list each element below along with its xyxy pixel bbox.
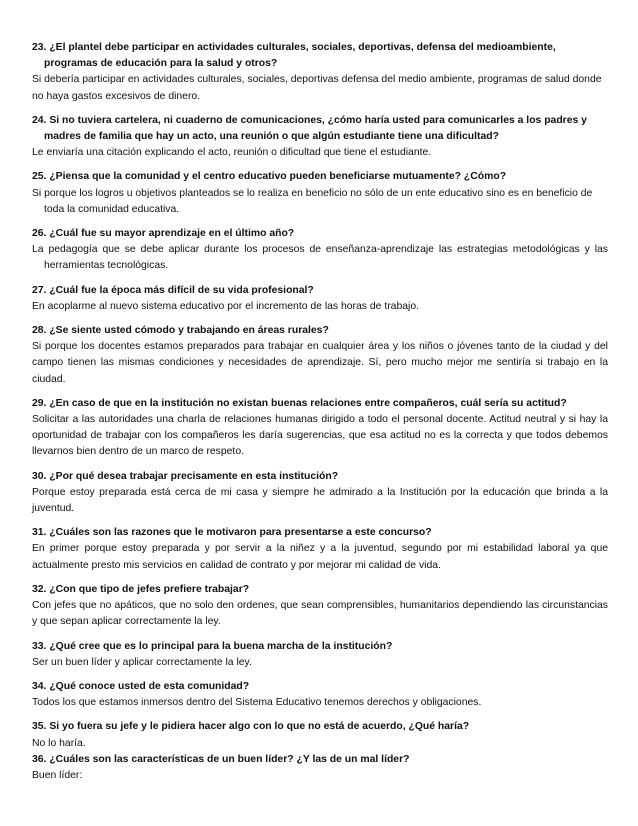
answer-24: Le enviaría una citación explicando el acto, reunión o dificultad que tiene el estudiante.	[32, 147, 432, 159]
answer-31: En primer porque estoy preparada y por servir a la niñez y a la juventud, segundo por mi estabilidad laboral ya que actualmente presto mis servicios en calidad de contrato y por mejorar mi calidad de vida.	[32, 543, 608, 571]
answer-33: Ser un buen líder y aplicar correctamente la ley.	[32, 656, 252, 668]
qa-item-36	[32, 752, 608, 784]
answer-27: En acoplarme al nuevo sistema educativo por el incremento de las horas de trabajo.	[32, 300, 419, 312]
question-30: 30. ¿Por qué desea trabajar precisamente en esta institución?	[32, 470, 339, 482]
question-34: 34. ¿Qué conoce usted de esta comunidad?	[32, 680, 250, 692]
qa-item-34	[32, 679, 608, 711]
qa-item-29	[32, 396, 608, 461]
question-26: 26. ¿Cuál fue su mayor aprendizaje en el último año?	[32, 228, 295, 240]
question-32: 32. ¿Con que tipo de jefes prefiere trabajar?	[32, 583, 250, 595]
answer-32: Con jefes que no apáticos, que no solo den ordenes, que sean comprensibles, humanitarios dependiendo las circunstancias y que sepan aplicar correctamente la ley.	[32, 600, 608, 628]
qa-item-31	[32, 525, 608, 574]
question-29: 29. ¿En caso de que en la institución no existan buenas relaciones entre compañeros, cuál sería su actitud?	[32, 397, 567, 409]
question-27: 27. ¿Cuál fue la época más difícil de su vida profesional?	[32, 284, 314, 296]
question-36: 36. ¿Cuáles son las características de un buen líder? ¿Y las de un mal líder?	[32, 753, 410, 765]
qa-item-28	[32, 323, 608, 388]
question-23: 23. ¿El plantel debe participar en actividades culturales, sociales, deportivas, defensa del medioambiente, programas de educación para la salud y otros?	[32, 42, 556, 70]
qa-item-23	[32, 40, 608, 105]
qa-item-33	[32, 639, 608, 671]
answer-29: Solicitar a las autoridades una charla de relaciones humanas dirigido a todo el personal docente. Actitud neutral y si hay la oportunidad de trabajar con los compañeros les daría sugerencias, que esa actitud no es la correcta y que todos debemos llevarnos bien dentro de un marco de respeto.	[32, 414, 608, 458]
answer-30: Porque estoy preparada está cerca de mi casa y siempre he admirado a la Institución por la educación que brinda a la juventud.	[32, 486, 608, 515]
answer-26: La pedagogía que se debe aplicar durante los procesos de enseñanza-aprendizaje las estrategias metodológicas y las herramientas tecnológicas.	[32, 244, 608, 272]
question-33: 33. ¿Qué cree que es lo principal para la buena marcha de la institución?	[32, 640, 393, 652]
answer-35: No lo haría.	[32, 737, 86, 749]
qa-item-30	[32, 469, 608, 518]
answer-34: Todos los que estamos inmersos dentro del Sistema Educativo tenemos derechos y obligaciones.	[32, 697, 482, 709]
question-31: 31. ¿Cuáles son las razones que le motivaron para presentarse a este concurso?	[32, 527, 432, 539]
qa-item-32	[32, 582, 608, 631]
question-25: 25. ¿Piensa que la comunidad y el centro educativo pueden beneficiarse mutuamente? ¿Cómo?	[32, 171, 507, 183]
question-24: 24. Si no tuviera cartelera, ni cuaderno de comunicaciones, ¿cómo haría usted para comunicarles a los padres y madres de familia que hay un acto, una reunión o que algún estudiante tiene una dificultad?	[32, 114, 587, 143]
question-28: 28. ¿Se siente usted cómodo y trabajando en áreas rurales?	[32, 325, 329, 337]
answer-28: Si porque los docentes estamos preparados para trabajar en cualquier área y los niños o jóvenes tanto de la ciudad y del campo tienen las mismas condiciones y necesidades de aprendizaje. Sí, pero mucho mejor me sentiría si trabajo en la ciudad.	[32, 341, 608, 385]
qa-item-24	[32, 113, 608, 162]
question-35: 35. Si yo fuera su jefe y le pidiera hacer algo con lo que no está de acuerdo, ¿Qué haría?	[32, 721, 470, 733]
answer-25: Si porque los logros u objetivos planteados se lo realiza en beneficio no sólo de un ente educativo sino es en beneficio de toda la comunidad educativa.	[32, 187, 593, 215]
qa-item-25	[32, 169, 608, 218]
qa-item-26	[32, 226, 608, 275]
answer-36: Buen líder:	[32, 769, 83, 781]
qa-item-35	[32, 719, 608, 751]
qa-item-27	[32, 283, 608, 315]
answer-23: Si debería participar en actividades culturales, sociales, deportivas defensa del medio ambiente, programas de salud donde no haya gastos excesivos de dinero.	[32, 74, 602, 102]
